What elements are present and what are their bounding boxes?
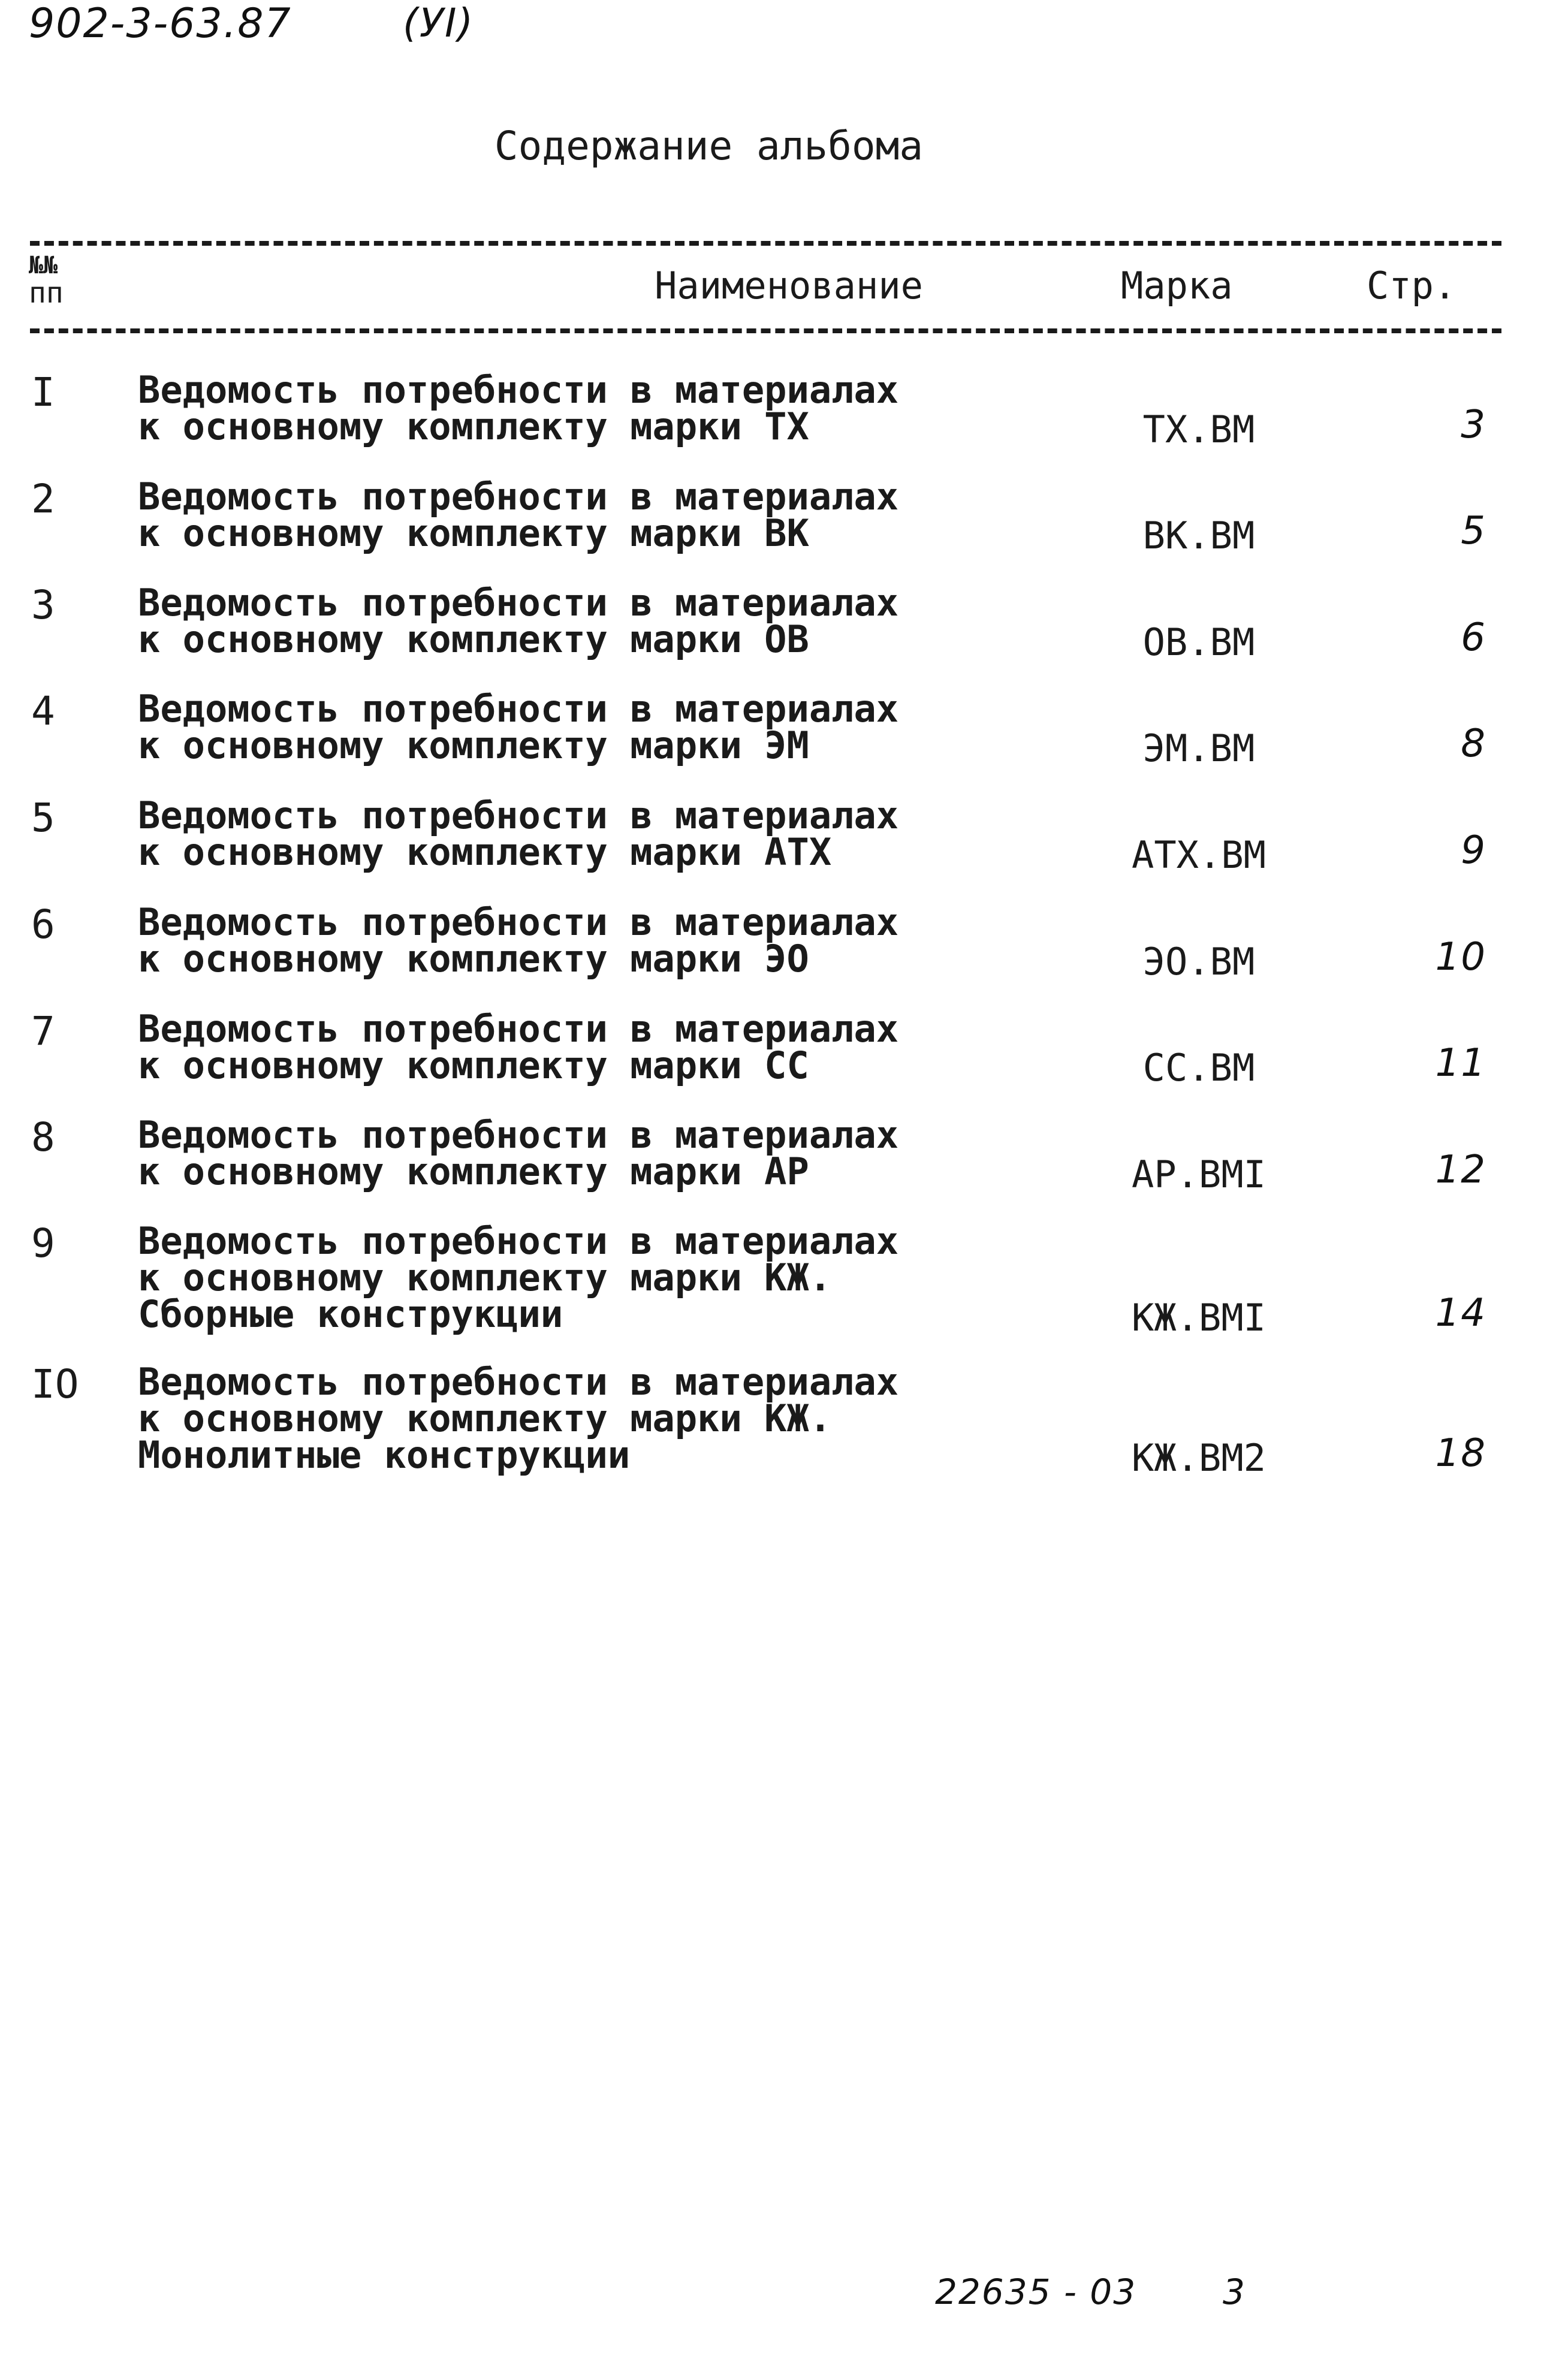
table-header-rule [30,328,1501,333]
row-number: 8 [31,1114,55,1160]
row-mark: КЖ.ВМI [1132,1296,1266,1340]
column-header-mark: Марка [1121,264,1233,307]
row-name-line2: к основному комплекту марки ЭО [138,937,809,981]
row-name-line1: Ведомость потребности в материалах [138,900,899,944]
row-mark: АТХ.ВМ [1132,833,1266,877]
row-name-line2: к основному комплекту марки АТХ [138,830,832,874]
row-page: 9 [1461,828,1486,873]
row-page: 8 [1461,722,1486,766]
row-mark: ТХ.ВМ [1142,408,1255,451]
table-top-rule [30,241,1501,246]
row-name-line2: к основному комплекту марки ЭМ [138,723,809,767]
sheet-mark: (УI) [403,0,475,46]
row-page: 11 [1435,1041,1486,1085]
column-header-page: Стр. [1367,264,1456,307]
row-number: 7 [31,1008,55,1054]
row-number: 9 [31,1220,55,1266]
row-page: 18 [1435,1431,1486,1476]
row-name-line1: Ведомость потребности в материалах [138,581,899,625]
row-name-line1: Ведомость потребности в материалах [138,368,899,412]
row-page: 5 [1461,509,1486,553]
row-name-line2: к основному комплекту марки ОВ [138,617,809,661]
row-number: 6 [31,901,55,948]
row-name-line3: Сборные конструкции [138,1292,563,1336]
row-mark: СС.ВМ [1142,1046,1255,1090]
document-code: 902-3-63.87 [29,0,292,47]
row-name-line2: к основному комплекту марки КЖ. [138,1396,832,1440]
row-name-line2: к основному комплекту марки КЖ. [138,1256,832,1299]
row-name-line2: к основному комплекту марки ВК [138,511,809,555]
row-name-line1: Ведомость потребности в материалах [138,687,899,731]
row-name-line2: к основному комплекту марки СС [138,1043,809,1087]
row-name-line1: Ведомость потребности в материалах [138,1007,899,1051]
row-mark: ВК.ВМ [1142,514,1255,557]
row-name-line1: Ведомость потребности в материалах [138,794,899,837]
row-mark: ЭО.ВМ [1142,940,1255,984]
column-header-number-line2: пп [29,276,64,310]
row-name-line2: к основному комплекту марки ТХ [138,405,809,448]
row-name-line3: Монолитные конструкции [138,1433,631,1477]
row-page: 14 [1435,1291,1486,1335]
row-mark: ЭМ.ВМ [1142,726,1255,770]
row-mark: ОВ.ВМ [1142,620,1255,664]
row-page: 10 [1435,935,1486,979]
footer-document-code: 22635 - 03 [935,2272,1137,2312]
row-mark: АР.ВМI [1132,1153,1266,1196]
column-header-number-line1: №№ [29,252,58,279]
row-mark: КЖ.ВМ2 [1132,1436,1266,1480]
row-number: 4 [31,688,55,734]
row-number: 2 [31,476,55,522]
row-page: 3 [1461,403,1486,447]
row-name-line1: Ведомость потребности в материалах [138,1219,899,1263]
row-number: 5 [31,795,55,841]
row-name-line1: Ведомость потребности в материалах [138,1360,899,1404]
row-name-line1: Ведомость потребности в материалах [138,475,899,518]
row-number: I [31,369,55,415]
row-number: 3 [31,582,55,628]
footer-page-number: 3 [1223,2272,1246,2312]
row-page: 12 [1435,1148,1486,1192]
row-page: 6 [1461,616,1486,660]
row-number: IO [31,1361,79,1407]
row-name-line1: Ведомость потребности в материалах [138,1113,899,1157]
column-header-name: Наименование [655,264,923,307]
row-name-line2: к основному комплекту марки АР [138,1150,809,1193]
page-title: Содержание альбома [494,123,924,169]
